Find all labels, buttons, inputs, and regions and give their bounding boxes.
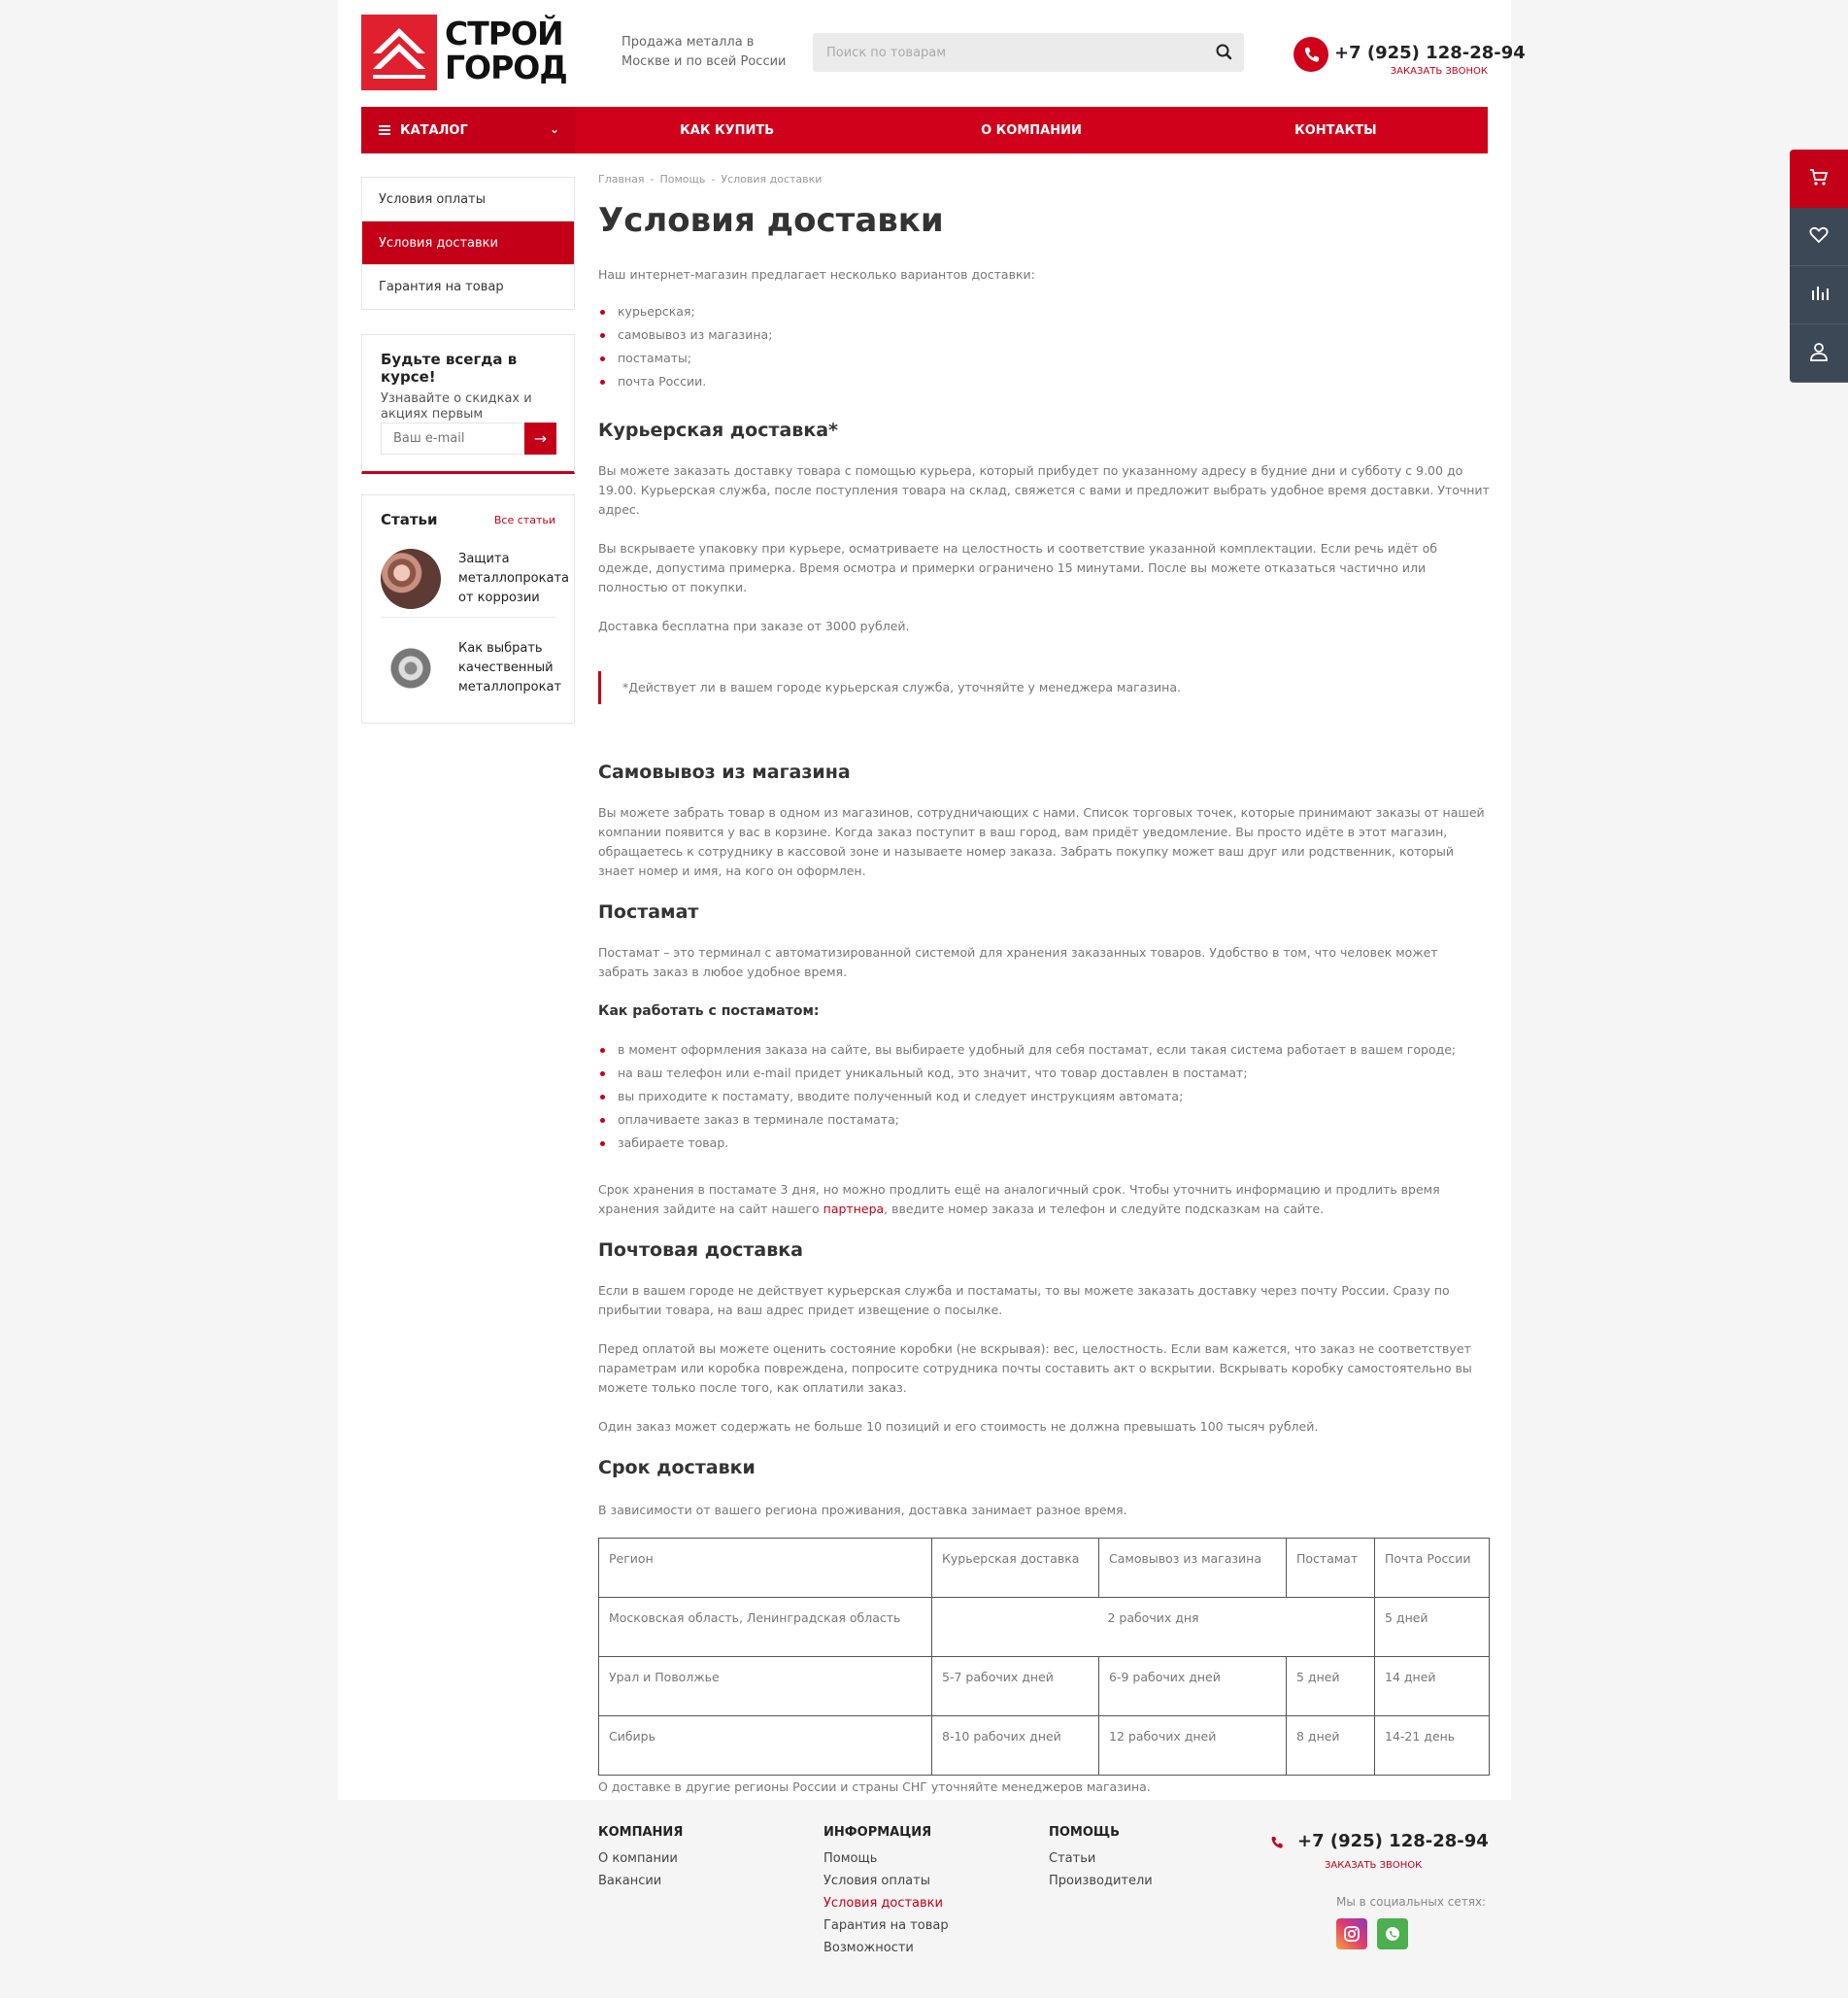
table-cell: Сибирь [599, 1716, 932, 1776]
menu-icon [379, 125, 390, 135]
cart-button[interactable] [1790, 150, 1848, 208]
footer-column-company [598, 1825, 683, 1892]
page-title: Условия доставки [598, 201, 944, 240]
article-thumbnail [381, 549, 441, 609]
table-row [599, 1598, 1490, 1657]
footer-column-info [823, 1825, 949, 1959]
list-item: на ваш телефон или e-mail придет уникальный код, это значит, что товар доставлен в постамат; [598, 1062, 1490, 1085]
postamat-storage-text [598, 1180, 1490, 1219]
sidebar-item-warranty[interactable]: Гарантия на товар [379, 280, 504, 294]
catalog-label: КАТАЛОГ [400, 122, 468, 138]
user-icon [1808, 341, 1830, 366]
subscribe-title: Будьте всегда в курсе! [381, 351, 518, 386]
article-title: Защита металлопроката от коррозии [458, 551, 569, 605]
post-heading: Почтовая доставка [598, 1239, 803, 1261]
pickup-text: Вы можете забрать товар в одном из магазинов, сотрудничающих с нами. Список торговых точек, которые принимают заказы от нашей компании появится у вас в корзине. Когда заказ поступит в ваш город, вам придёт уведомление. Вы просто идёте в этот магазин, обращаетесь к сотруднику в кассовой зоне и называете номер заказа. Забрать покупку может ваш друг или родственник, который знает номер и имя, на кого он оформлен. [598, 805, 1485, 878]
table-cell: 8-10 рабочих дней [932, 1716, 1099, 1776]
logo-line2: ГОРОД [445, 49, 567, 86]
postamat-howto-heading: Как работать с постаматом: [598, 1003, 820, 1019]
nav-how-to-buy[interactable]: КАК КУПИТЬ [680, 122, 775, 138]
terms-text: В зависимости от вашего региона проживания, доставка занимает разное время. [598, 1503, 1127, 1517]
list-item: вы приходите к постамату, вводите полученный код и следует инструкциям автомата; [598, 1085, 1490, 1108]
article-item[interactable] [381, 629, 562, 707]
footer-link[interactable]: Возможности [823, 1941, 914, 1955]
table-header-cell: Самовывоз из магазина [1099, 1539, 1287, 1598]
postamat-storage-part: , введите номер заказа и телефон и следуйте подсказкам на сайте. [884, 1202, 1325, 1216]
breadcrumb-current: Условия доставки [721, 173, 823, 186]
breadcrumb-home[interactable]: Главная [598, 173, 645, 186]
email-field[interactable] [382, 423, 522, 454]
phone-icon [1294, 37, 1328, 72]
postamat-heading: Постамат [598, 901, 699, 923]
list-item: забираете товар. [598, 1132, 1490, 1155]
courier-text-2: Вы вскрываете упаковку при курьере, осматриваете на целостность и соответствие указанной комплектации. Если речь идёт об одежде, допустима примерка. Время осмотра и примерки ограничено 15 минутами. После вы можете отказаться частично или полностью от покупки. [598, 541, 1437, 594]
search-icon[interactable] [1215, 43, 1234, 62]
footer-callback-link[interactable]: ЗАКАЗАТЬ ЗВОНОК [1325, 1860, 1423, 1871]
phone-number[interactable]: +7 (925) 128-28-94 [1334, 43, 1526, 63]
postamat-text: Постамат – это терминал с автоматизированной системой для хранения заказанных товаров. Удобство в том, что человек может забрать заказ в любое удобное время. [598, 945, 1438, 979]
logo-text [445, 17, 567, 85]
post-text-2: Перед оплатой вы можете оценить состояние коробки (не вскрывая): вес, целостность. Если вам кажется, что заказ не соответствует параметрам или коробка повреждена, попросите сотрудника почты составить акт о вскрытии. Вскрывать коробку самостоятельно вы можете только после того, как оплатили заказ. [598, 1341, 1472, 1395]
social-label: Мы в социальных сетях: [1336, 1895, 1487, 1909]
courier-text-3: Доставка бесплатна при заказе от 3000 рублей. [598, 619, 910, 633]
postamat-storage-part: Срок хранения в постамате 3 дня, но можно продлить ещё на аналогичный срок. Чтобы уточнить информацию и продлить время хранения зайдите на сайт нашего [598, 1182, 1440, 1216]
list-item: курьерская; [598, 300, 1490, 323]
all-articles-link[interactable]: Все статьи [493, 513, 555, 526]
footer-link[interactable]: Условия доставки [823, 1896, 943, 1911]
pickup-heading: Самовывоз из магазина [598, 762, 851, 783]
table-header-cell: Постамат [1287, 1539, 1375, 1598]
compare-button[interactable] [1790, 266, 1848, 324]
articles-title: Статьи [381, 511, 438, 528]
table-header-row [599, 1539, 1490, 1598]
sidebar-menu [361, 177, 575, 310]
table-cell: 12 рабочих дней [1099, 1716, 1287, 1776]
article-thumbnail [381, 638, 441, 698]
table-row [599, 1716, 1490, 1776]
footer-link[interactable]: Гарантия на товар [823, 1918, 949, 1933]
table-cell: 5 дней [1375, 1598, 1490, 1657]
breadcrumb-help[interactable]: Помощь [659, 173, 706, 186]
footer-column-help [1049, 1825, 1153, 1892]
table-cell: 5 дней [1287, 1657, 1375, 1716]
table-cell: 14-21 день [1375, 1716, 1490, 1776]
postamat-steps-list [598, 1038, 1490, 1155]
delivery-options-list [598, 300, 1490, 393]
account-button[interactable] [1790, 324, 1848, 383]
list-item: постаматы; [598, 347, 1490, 370]
main-nav [361, 107, 1488, 153]
terms-footnote: О доставке в другие регионы России и страны СНГ уточняйте менеджеров магазина. [598, 1779, 1151, 1794]
footer-link[interactable]: Вакансии [598, 1874, 662, 1888]
tagline: Продажа металла в Москве и по всей России [622, 35, 787, 69]
list-item: оплачиваете заказ в терминале постамата; [598, 1108, 1490, 1132]
search-box [813, 33, 1244, 72]
table-cell: 2 рабочих дня [932, 1598, 1375, 1657]
logo-mark-icon [361, 15, 437, 90]
footer-link[interactable]: Помощь [823, 1851, 878, 1866]
sidebar-item-payment[interactable]: Условия оплаты [362, 178, 574, 221]
table-header-cell: Почта России [1375, 1539, 1490, 1598]
footer-link[interactable]: О компании [598, 1851, 678, 1866]
footer-heading: ИНФОРМАЦИЯ [823, 1825, 932, 1840]
table-row [599, 1657, 1490, 1716]
courier-note: *Действует ли в вашем городе курьерская служба, уточняйте у менеджера магазина. [598, 671, 1490, 704]
subscribe-form [381, 423, 556, 455]
whatsapp-icon[interactable] [1377, 1918, 1408, 1949]
footer-phone[interactable] [1297, 1831, 1489, 1851]
table-cell: Урал и Поволжье [599, 1657, 932, 1716]
site-footer [0, 1800, 1848, 1998]
subscribe-block [361, 334, 575, 474]
chevron-down-icon: ⌄ [549, 122, 559, 136]
phone-icon [1270, 1834, 1284, 1847]
footer-heading: КОМПАНИЯ [598, 1825, 684, 1840]
footer-phone-number: +7 (925) 128-28-94 [1297, 1831, 1489, 1851]
catalog-menu-button[interactable] [361, 107, 575, 153]
table-cell: 6-9 рабочих дней [1099, 1657, 1287, 1716]
partner-link[interactable]: партнера [823, 1202, 885, 1216]
table-header-cell: Регион [599, 1539, 932, 1598]
search-input[interactable] [813, 33, 1182, 72]
nav-contacts[interactable]: КОНТАКТЫ [1294, 122, 1377, 138]
site-logo[interactable] [361, 15, 565, 90]
page-container [338, 0, 1526, 1800]
instagram-icon[interactable] [1336, 1918, 1367, 1949]
courier-text-1: Вы можете заказать доставку товара с помощью курьера, который прибудет по указанному адресу в будние дни и субботу с 9.00 до 19.00. Курьерская служба, после поступления товара на склад, свяжется с вами и предложит выбрать удобное время доставки. Уточнит адрес. [598, 463, 1490, 517]
subscribe-arrow-icon[interactable]: → [524, 423, 556, 455]
nav-about[interactable]: О КОМПАНИИ [981, 122, 1082, 138]
main-content [598, 173, 1490, 1797]
table-cell: 14 дней [1375, 1657, 1490, 1716]
post-text-1: Если в вашем городе не действует курьерская служба и постаматы, то вы можете заказать доставку через почту России. Сразу по прибытии товара, на ваш адрес придет извещение о посылке. [598, 1283, 1450, 1317]
table-cell: 5-7 рабочих дней [932, 1657, 1099, 1716]
list-item: почта России. [598, 370, 1490, 393]
table-header-cell: Курьерская доставка [932, 1539, 1099, 1598]
list-item: в момент оформления заказа на сайте, вы выбираете удобный для себя постамат, если такая система работает в вашем городе; [598, 1038, 1490, 1062]
logo-line1: СТРОЙ [445, 15, 563, 52]
courier-heading: Курьерская доставка* [598, 420, 838, 441]
intro-text: Наш интернет-магазин предлагает несколько вариантов доставки: [598, 267, 1035, 282]
article-item[interactable] [381, 540, 569, 618]
chart-icon [1808, 283, 1830, 308]
heart-icon [1808, 224, 1830, 250]
callback-link[interactable]: ЗАКАЗАТЬ ЗВОНОК [1390, 66, 1488, 77]
list-item: самовывоз из магазина; [598, 323, 1490, 347]
article-title: Как выбрать качественный металлопрокат [458, 641, 562, 694]
subscribe-text: Узнавайте о скидках и акциях первым [381, 391, 532, 422]
sidebar-item-delivery[interactable]: Условия доставки [362, 221, 574, 265]
breadcrumb: Главная - Помощь - Условия доставки [598, 173, 823, 186]
floating-toolbar [1790, 150, 1848, 383]
delivery-terms-table [598, 1538, 1490, 1776]
footer-link[interactable]: Статьи [1049, 1851, 1096, 1866]
post-text-3: Один заказ может содержать не больше 10 позиций и его стоимость не должна превышать 100 тысяч рублей. [598, 1419, 1319, 1434]
footer-heading: ПОМОЩЬ [1049, 1825, 1121, 1840]
cart-icon [1808, 166, 1830, 191]
favorites-button[interactable] [1790, 208, 1848, 266]
terms-heading: Срок доставки [598, 1457, 756, 1478]
table-cell: Московская область, Ленинградская область [599, 1598, 932, 1657]
table-cell: 8 дней [1287, 1716, 1375, 1776]
footer-link[interactable]: Производители [1049, 1874, 1153, 1888]
footer-link[interactable]: Условия оплаты [823, 1874, 930, 1888]
articles-block [361, 494, 575, 724]
header-phone [1294, 35, 1526, 84]
